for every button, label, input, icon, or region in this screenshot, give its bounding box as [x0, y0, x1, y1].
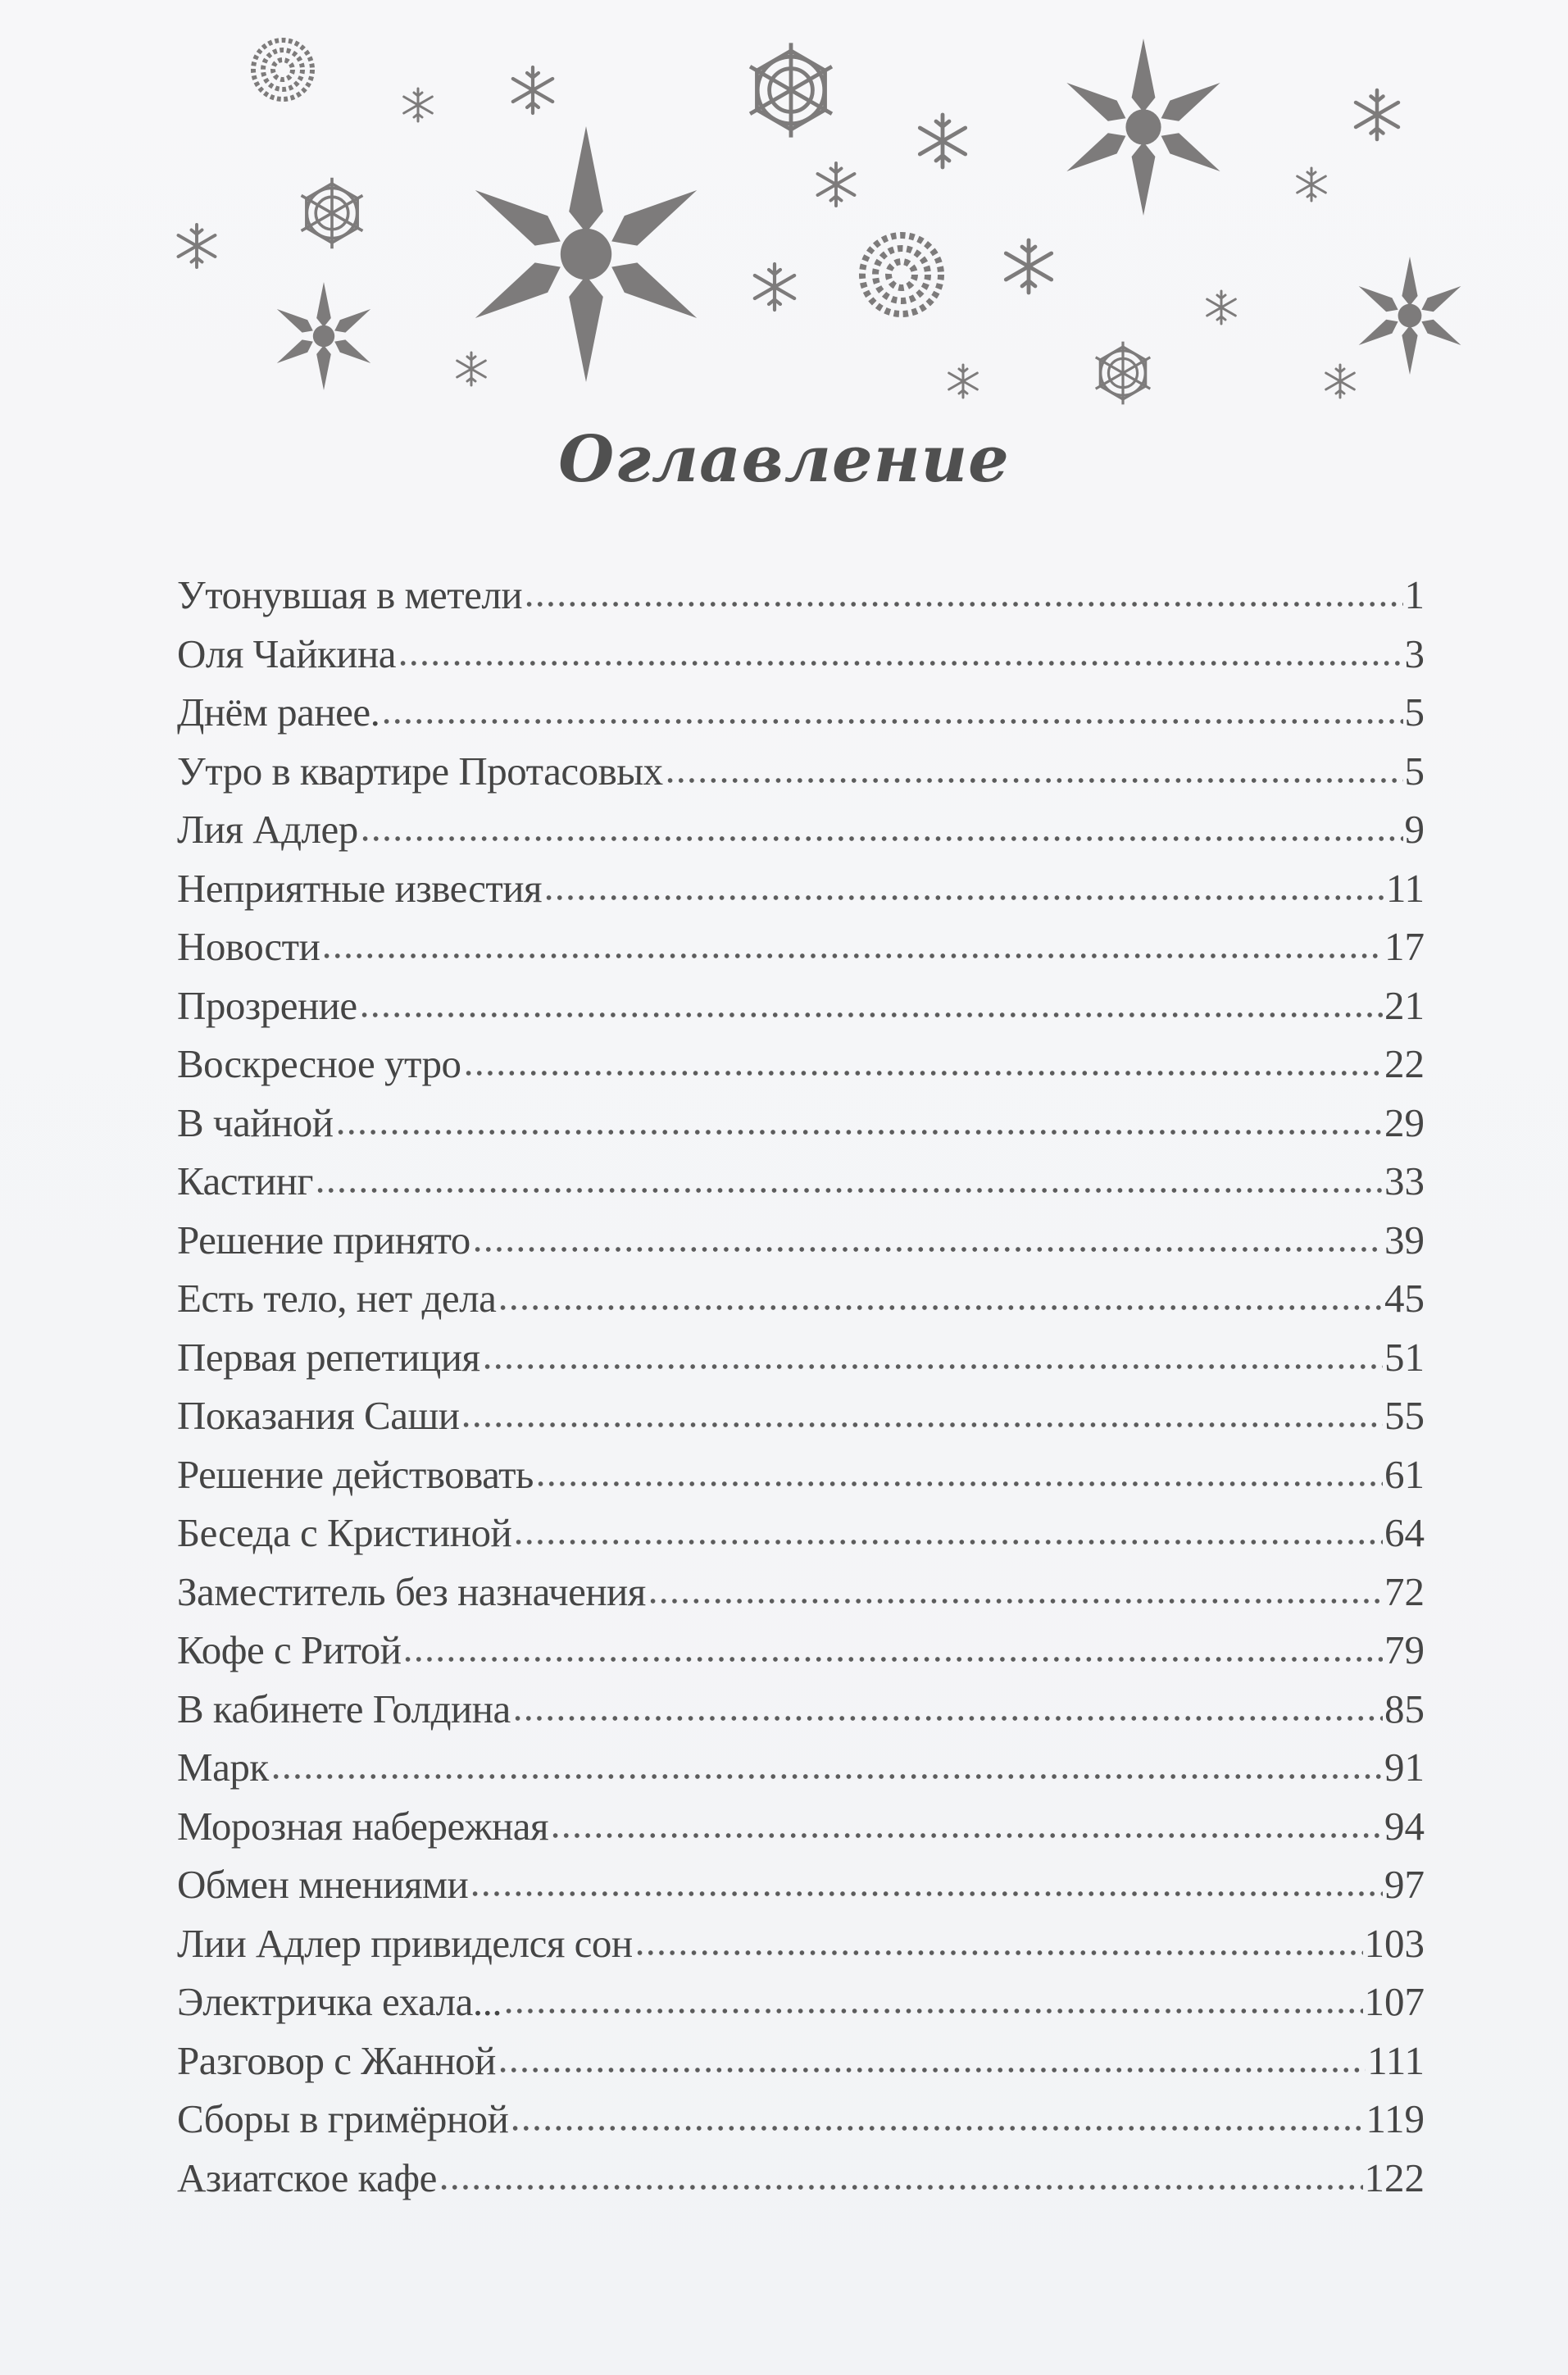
- dot-leader: [398, 660, 1403, 667]
- toc-entry[interactable]: [177, 1686, 1425, 1745]
- dot-leader: [470, 1890, 1383, 1897]
- toc-entry[interactable]: [177, 1040, 1425, 1099]
- toc-entry-page-number: 21: [1384, 982, 1425, 1028]
- toc-entry-title: Заместитель без назначения: [177, 1568, 646, 1614]
- toc-entry-title: Беседа с Кристиной: [177, 1510, 512, 1555]
- toc-entry[interactable]: [177, 2154, 1425, 2213]
- toc-entry-page-number: 22: [1384, 1041, 1425, 1086]
- dot-leader: [648, 1598, 1383, 1604]
- toc-entry-title: В кабинете Голдина: [177, 1686, 511, 1731]
- dot-leader: [543, 894, 1384, 901]
- toc-entry[interactable]: [177, 571, 1425, 630]
- toc-entry-title: Лия Адлер: [177, 807, 358, 852]
- toc-entry-page-number: 85: [1384, 1686, 1425, 1731]
- toc-entry-page-number: 103: [1364, 1920, 1425, 1966]
- dot-leader: [270, 1773, 1383, 1780]
- toc-entry-title: Сборы в гримёрной: [177, 2096, 509, 2141]
- toc-entry-page-number: 111: [1367, 2037, 1425, 2083]
- dot-leader: [439, 2184, 1363, 2191]
- toc-entry-title: Электричка ехала...: [177, 1979, 502, 2024]
- toc-entry-page-number: 55: [1384, 1393, 1425, 1438]
- dot-leader: [665, 777, 1403, 784]
- dot-leader: [472, 1246, 1383, 1253]
- toc-entry-page-number: 97: [1384, 1862, 1425, 1907]
- toc-entry-title: Прозрение: [177, 982, 357, 1028]
- toc-entry[interactable]: [177, 689, 1425, 748]
- toc-entry-title: Воскресное утро: [177, 1041, 461, 1086]
- dot-leader: [360, 835, 1403, 842]
- toc-entry-page-number: 72: [1384, 1568, 1425, 1614]
- toc-entry[interactable]: [177, 1509, 1425, 1568]
- dot-leader: [503, 2008, 1362, 2014]
- toc-entry-page-number: 5: [1404, 748, 1425, 794]
- dot-leader: [359, 1012, 1383, 1018]
- toc-entry-title: Разговор с Жанной: [177, 2037, 496, 2083]
- toc-entry-page-number: 1: [1404, 572, 1425, 617]
- toc-entry-title: Морозная набережная: [177, 1803, 549, 1849]
- toc-entry-title: Утонувшая в метели: [177, 572, 523, 617]
- toc-entry[interactable]: [177, 1627, 1425, 1686]
- toc-entry[interactable]: [177, 1451, 1425, 1510]
- toc-entry-title: Есть тело, нет дела: [177, 1276, 497, 1321]
- toc-entry[interactable]: [177, 1744, 1425, 1803]
- toc-entry[interactable]: [177, 1392, 1425, 1451]
- toc-entry-title: Лии Адлер привиделся сон: [177, 1920, 633, 1966]
- toc-entry-title: Оля Чайкина: [177, 630, 396, 676]
- dot-leader: [402, 1656, 1383, 1663]
- toc-entry-title: Новости: [177, 924, 320, 969]
- dot-leader: [335, 1129, 1384, 1135]
- toc-entry-page-number: 64: [1384, 1510, 1425, 1555]
- toc-entry-page-number: 94: [1384, 1803, 1425, 1849]
- toc-entry-title: Показания Саши: [177, 1393, 460, 1438]
- dot-leader: [498, 1304, 1383, 1311]
- toc-entry-title: Марк: [177, 1745, 269, 1790]
- toc-entry[interactable]: [177, 982, 1425, 1041]
- toc-entry[interactable]: [177, 2095, 1425, 2154]
- toc-entry-page-number: 91: [1384, 1745, 1425, 1790]
- toc-entry[interactable]: [177, 806, 1425, 865]
- toc-entry-page-number: 29: [1384, 1099, 1425, 1145]
- toc-entry-page-number: 11: [1385, 865, 1425, 911]
- toc-entry-title: Решение действовать: [177, 1451, 534, 1497]
- toc-entry-page-number: 79: [1384, 1627, 1425, 1672]
- toc-entry-title: Азиатское кафе: [177, 2154, 437, 2200]
- dot-leader: [321, 953, 1383, 959]
- dot-leader: [634, 1950, 1363, 1956]
- page-title: Оглавление: [558, 422, 1010, 497]
- dot-leader: [512, 1715, 1383, 1722]
- toc-entry-title: Обмен мнениями: [177, 1862, 469, 1907]
- toc-entry-page-number: 5: [1404, 689, 1425, 735]
- toc-entry[interactable]: [177, 1099, 1425, 1158]
- toc-entry-page-number: 9: [1404, 807, 1425, 852]
- dot-leader: [524, 601, 1402, 607]
- dot-leader: [498, 2067, 1366, 2073]
- toc-entry[interactable]: [177, 1920, 1425, 1979]
- dot-leader: [535, 1481, 1383, 1487]
- toc-entry[interactable]: [177, 1217, 1425, 1276]
- snowflake-decoration: [0, 0, 1568, 426]
- dot-leader: [461, 1422, 1383, 1428]
- toc-entry[interactable]: [177, 923, 1425, 982]
- dot-leader: [513, 1539, 1383, 1545]
- toc-entry-page-number: 51: [1384, 1334, 1425, 1380]
- toc-entry-title: Утро в квартире Протасовых: [177, 748, 663, 794]
- toc-entry[interactable]: [177, 630, 1425, 689]
- toc-entry-title: Кастинг: [177, 1158, 313, 1203]
- dot-leader: [315, 1187, 1383, 1194]
- toc-entry[interactable]: [177, 2037, 1425, 2096]
- toc-entry-title: Неприятные известия: [177, 865, 542, 911]
- table-of-contents: [177, 571, 1425, 2213]
- toc-entry[interactable]: [177, 1978, 1425, 2037]
- toc-entry-page-number: 17: [1384, 924, 1425, 969]
- toc-entry-page-number: 39: [1384, 1217, 1425, 1263]
- toc-entry[interactable]: [177, 865, 1425, 924]
- toc-entry-page-number: 119: [1366, 2096, 1425, 2141]
- toc-entry-page-number: 33: [1384, 1158, 1425, 1203]
- dot-leader: [381, 718, 1402, 725]
- toc-entry[interactable]: [177, 748, 1425, 807]
- toc-entry-title: Кофе с Ритой: [177, 1627, 402, 1672]
- toc-entry[interactable]: [177, 1568, 1425, 1627]
- toc-entry-page-number: 45: [1384, 1276, 1425, 1321]
- toc-entry-page-number: 122: [1364, 2154, 1425, 2200]
- dot-leader: [510, 2125, 1364, 2132]
- toc-entry-page-number: 3: [1404, 630, 1425, 676]
- toc-entry-title: В чайной: [177, 1099, 334, 1145]
- dot-leader: [463, 1070, 1383, 1076]
- toc-entry-title: Решение принято: [177, 1217, 470, 1263]
- toc-entry-page-number: 61: [1384, 1451, 1425, 1497]
- toc-entry[interactable]: [177, 1158, 1425, 1217]
- toc-entry[interactable]: [177, 1275, 1425, 1334]
- toc-entry[interactable]: [177, 1803, 1425, 1862]
- toc-entry[interactable]: [177, 1861, 1425, 1920]
- toc-entry-title: Днём ранее.: [177, 689, 380, 735]
- toc-entry[interactable]: [177, 1334, 1425, 1393]
- toc-entry-page-number: 107: [1364, 1979, 1425, 2024]
- dot-leader: [550, 1832, 1383, 1839]
- toc-entry-title: Первая репетиция: [177, 1334, 480, 1380]
- dot-leader: [482, 1363, 1383, 1370]
